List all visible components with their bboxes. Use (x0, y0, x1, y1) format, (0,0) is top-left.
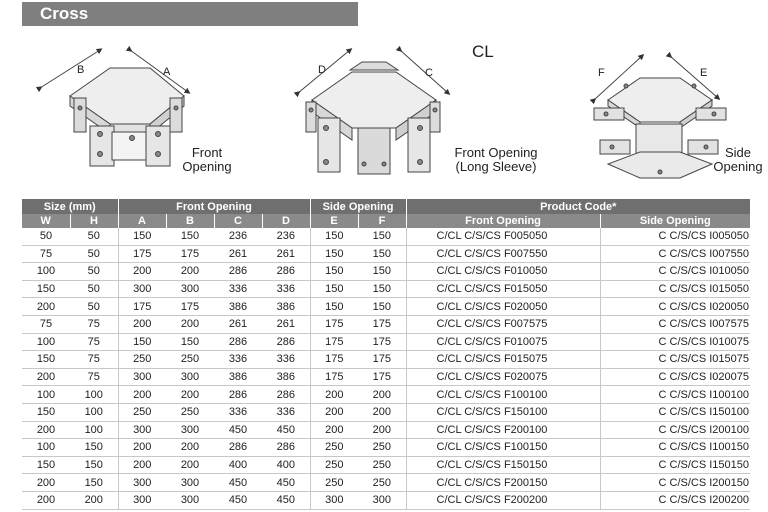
table-cell: 100 (22, 333, 70, 351)
table-cell: 250 (118, 403, 166, 421)
table-cell: 150 (358, 280, 406, 298)
table-cell: 261 (214, 315, 262, 333)
table-cell: 261 (262, 245, 310, 263)
table-cell: 150 (358, 245, 406, 263)
table-row (22, 228, 750, 245)
group-front-opening: Front Opening (118, 199, 310, 214)
table-cell: 75 (70, 351, 118, 369)
figures-area (0, 28, 768, 198)
table-cell: C/CL C/S/CS F015050 (406, 280, 600, 298)
table-cell: 250 (358, 456, 406, 474)
table-cell: 236 (262, 228, 310, 245)
table-cell: 200 (166, 315, 214, 333)
table-cell: 150 (70, 456, 118, 474)
table-cell: C/CL C/S/CS F020075 (406, 368, 600, 386)
table-cell: C/CL C/S/CS F150100 (406, 403, 600, 421)
cl-label: CL (472, 42, 494, 61)
table-row (22, 368, 750, 386)
table-cell: C C/S/CS I005050 (600, 228, 750, 245)
table-row (22, 456, 750, 474)
table-cell: C C/S/CS I200150 (600, 474, 750, 492)
group-product-code: Product Code* (406, 199, 750, 214)
table-cell: 175 (358, 351, 406, 369)
table-cell: 100 (22, 439, 70, 457)
table-cell: 200 (358, 386, 406, 404)
section-title: Cross (22, 2, 358, 26)
table-cell: C C/S/CS I150100 (600, 403, 750, 421)
table-cell: 50 (70, 263, 118, 281)
col-a: A (118, 214, 166, 228)
table-cell: 200 (22, 491, 70, 509)
table-cell: 50 (70, 228, 118, 245)
table-row (22, 280, 750, 298)
dim-b-label: B (77, 64, 85, 76)
dim-c-label: C (425, 67, 433, 79)
table-cell: 386 (262, 298, 310, 316)
table-cell: 200 (166, 263, 214, 281)
table-cell: 336 (214, 403, 262, 421)
table-cell: 175 (310, 333, 358, 351)
table-cell: 400 (262, 456, 310, 474)
table-cell: C C/S/CS I100100 (600, 386, 750, 404)
table-cell: 386 (214, 368, 262, 386)
table-cell: C C/S/CS I100150 (600, 439, 750, 457)
table-cell: 300 (166, 421, 214, 439)
table-cell: 250 (166, 351, 214, 369)
table-cell: C/CL C/S/CS F100150 (406, 439, 600, 457)
table-cell: 175 (358, 368, 406, 386)
side-opening-caption: Side Opening (713, 145, 763, 174)
table-cell: 150 (310, 263, 358, 281)
table-cell: 450 (214, 491, 262, 509)
table-cell: 286 (262, 386, 310, 404)
table-cell: 250 (310, 439, 358, 457)
table-cell: 175 (358, 315, 406, 333)
table-cell: 386 (214, 298, 262, 316)
table-row (22, 474, 750, 492)
table-cell: 386 (262, 368, 310, 386)
table-column-header (22, 214, 750, 228)
table-cell: 175 (166, 298, 214, 316)
table-cell: 250 (358, 439, 406, 457)
table-cell: 100 (70, 403, 118, 421)
table-cell: 150 (70, 439, 118, 457)
table-cell: 200 (118, 386, 166, 404)
product-illustrations (0, 28, 768, 198)
table-cell: 50 (70, 298, 118, 316)
table-cell: 200 (22, 298, 70, 316)
table-cell: C/CL C/S/CS F020050 (406, 298, 600, 316)
table-cell: C C/S/CS I150150 (600, 456, 750, 474)
table-cell: 450 (262, 474, 310, 492)
table-cell: 150 (358, 228, 406, 245)
long-sleeve-caption (446, 146, 546, 174)
table-cell: 200 (118, 315, 166, 333)
table-cell: C C/S/CS I007575 (600, 315, 750, 333)
table-cell: C C/S/CS I007550 (600, 245, 750, 263)
col-front-code: Front Opening (406, 214, 600, 228)
table-cell: 50 (70, 245, 118, 263)
table-cell: 250 (310, 456, 358, 474)
table-cell: C C/S/CS I020075 (600, 368, 750, 386)
table-cell: C/CL C/S/CS F200150 (406, 474, 600, 492)
table-cell: 300 (166, 368, 214, 386)
table-cell: 175 (358, 333, 406, 351)
table-cell: 200 (70, 491, 118, 509)
table-cell: C C/S/CS I015075 (600, 351, 750, 369)
col-w: W (22, 214, 70, 228)
table-cell: 200 (22, 421, 70, 439)
table-cell: 261 (214, 245, 262, 263)
table-cell: C/CL C/S/CS F007575 (406, 315, 600, 333)
table-cell: 175 (310, 315, 358, 333)
dim-d-label: D (318, 64, 326, 76)
table-cell: 75 (70, 333, 118, 351)
table-cell: 300 (118, 491, 166, 509)
table-cell: 150 (118, 333, 166, 351)
group-size: Size (mm) (22, 199, 118, 214)
table-cell: 200 (310, 403, 358, 421)
table-row (22, 403, 750, 421)
table-cell: 250 (310, 474, 358, 492)
table-row (22, 298, 750, 316)
table-cell: 200 (310, 421, 358, 439)
table-cell: 236 (214, 228, 262, 245)
table-cell: 300 (310, 491, 358, 509)
table-cell: 75 (70, 368, 118, 386)
table-cell: 100 (22, 263, 70, 281)
table-cell: 175 (118, 245, 166, 263)
table-cell: 286 (214, 263, 262, 281)
table-row (22, 315, 750, 333)
table-cell: 286 (262, 439, 310, 457)
table-cell: 175 (118, 298, 166, 316)
table-cell: 300 (118, 474, 166, 492)
table-cell: 286 (262, 333, 310, 351)
table-row (22, 386, 750, 404)
table-cell: 336 (262, 351, 310, 369)
table-cell: 200 (166, 439, 214, 457)
table-cell: 150 (22, 280, 70, 298)
table-cell: 150 (22, 351, 70, 369)
long-sleeve-caption-line2: (Long Sleeve) (455, 159, 537, 174)
table-cell: C/CL C/S/CS F010075 (406, 333, 600, 351)
col-b: B (166, 214, 214, 228)
long-sleeve-caption-line1: Front Opening (454, 145, 538, 160)
table-cell: 300 (118, 280, 166, 298)
table-cell: 200 (310, 386, 358, 404)
table-cell: 300 (358, 491, 406, 509)
table-cell: 75 (22, 245, 70, 263)
table-cell: 336 (262, 403, 310, 421)
table-cell: 300 (118, 368, 166, 386)
table-row (22, 421, 750, 439)
col-h: H (70, 214, 118, 228)
col-c: C (214, 214, 262, 228)
table-cell: 200 (22, 368, 70, 386)
table-cell: 50 (22, 228, 70, 245)
table-cell: C/CL C/S/CS F005050 (406, 228, 600, 245)
dim-f-label: F (598, 67, 605, 79)
col-e: E (310, 214, 358, 228)
dim-e-label: E (700, 67, 708, 79)
table-cell: 150 (310, 245, 358, 263)
table-cell: 150 (166, 228, 214, 245)
table-cell: 261 (262, 315, 310, 333)
table-cell: 100 (22, 386, 70, 404)
table-cell: 150 (358, 298, 406, 316)
table-cell: 150 (310, 280, 358, 298)
table-row (22, 439, 750, 457)
table-cell: 200 (166, 386, 214, 404)
specification-table (22, 199, 750, 510)
table-cell: C/CL C/S/CS F150150 (406, 456, 600, 474)
table-cell: 200 (118, 263, 166, 281)
table-cell: C/CL C/S/CS F007550 (406, 245, 600, 263)
table-cell: 250 (166, 403, 214, 421)
table-cell: C/CL C/S/CS F100100 (406, 386, 600, 404)
table-cell: 150 (22, 456, 70, 474)
table-cell: 175 (310, 368, 358, 386)
table-cell: 75 (22, 315, 70, 333)
table-row (22, 351, 750, 369)
table-cell: 450 (262, 421, 310, 439)
table-cell: 450 (262, 491, 310, 509)
table-cell: 50 (70, 280, 118, 298)
table-cell: C/CL C/S/CS F010050 (406, 263, 600, 281)
table-cell: 150 (22, 403, 70, 421)
table-cell: 200 (166, 456, 214, 474)
col-side-code: Side Opening (600, 214, 750, 228)
table-cell: 336 (214, 351, 262, 369)
table-cell: 300 (166, 280, 214, 298)
table-cell: 400 (214, 456, 262, 474)
table-cell: C C/S/CS I015050 (600, 280, 750, 298)
table-row (22, 263, 750, 281)
table-cell: 200 (358, 421, 406, 439)
table-cell: 200 (358, 403, 406, 421)
table-cell: 286 (214, 386, 262, 404)
table-cell: C/CL C/S/CS F200200 (406, 491, 600, 509)
col-f: F (358, 214, 406, 228)
table-cell: 200 (118, 439, 166, 457)
table-cell: 300 (118, 421, 166, 439)
table-cell: C C/S/CS I020050 (600, 298, 750, 316)
table-cell: 250 (118, 351, 166, 369)
table-cell: C C/S/CS I200100 (600, 421, 750, 439)
dim-a-label: A (163, 66, 171, 78)
table-cell: C C/S/CS I010075 (600, 333, 750, 351)
table-cell: 150 (118, 228, 166, 245)
table-row (22, 333, 750, 351)
table-cell: 286 (262, 263, 310, 281)
table-cell: C/CL C/S/CS F200100 (406, 421, 600, 439)
table-cell: 175 (310, 351, 358, 369)
table-row (22, 491, 750, 509)
table-cell: C C/S/CS I200200 (600, 491, 750, 509)
col-d: D (262, 214, 310, 228)
table-cell: 150 (310, 228, 358, 245)
table-cell: 175 (166, 245, 214, 263)
table-cell: 300 (166, 491, 214, 509)
table-cell: 150 (166, 333, 214, 351)
table-cell: C C/S/CS I010050 (600, 263, 750, 281)
table-cell: 200 (22, 474, 70, 492)
table-group-header (22, 199, 750, 214)
table-cell: 300 (166, 474, 214, 492)
table-cell: 336 (214, 280, 262, 298)
table-cell: 450 (214, 474, 262, 492)
table-cell: 286 (214, 439, 262, 457)
table-cell: 75 (70, 315, 118, 333)
table-cell: 150 (310, 298, 358, 316)
table-cell: 100 (70, 421, 118, 439)
table-cell: C/CL C/S/CS F015075 (406, 351, 600, 369)
table-cell: 250 (358, 474, 406, 492)
table-cell: 200 (118, 456, 166, 474)
table-row (22, 245, 750, 263)
group-side-opening: Side Opening (310, 199, 406, 214)
table-cell: 286 (214, 333, 262, 351)
table-cell: 150 (358, 263, 406, 281)
table-cell: 150 (70, 474, 118, 492)
table-cell: 100 (70, 386, 118, 404)
front-opening-caption: Front Opening (182, 145, 232, 174)
table-cell: 336 (262, 280, 310, 298)
table-cell: 450 (214, 421, 262, 439)
